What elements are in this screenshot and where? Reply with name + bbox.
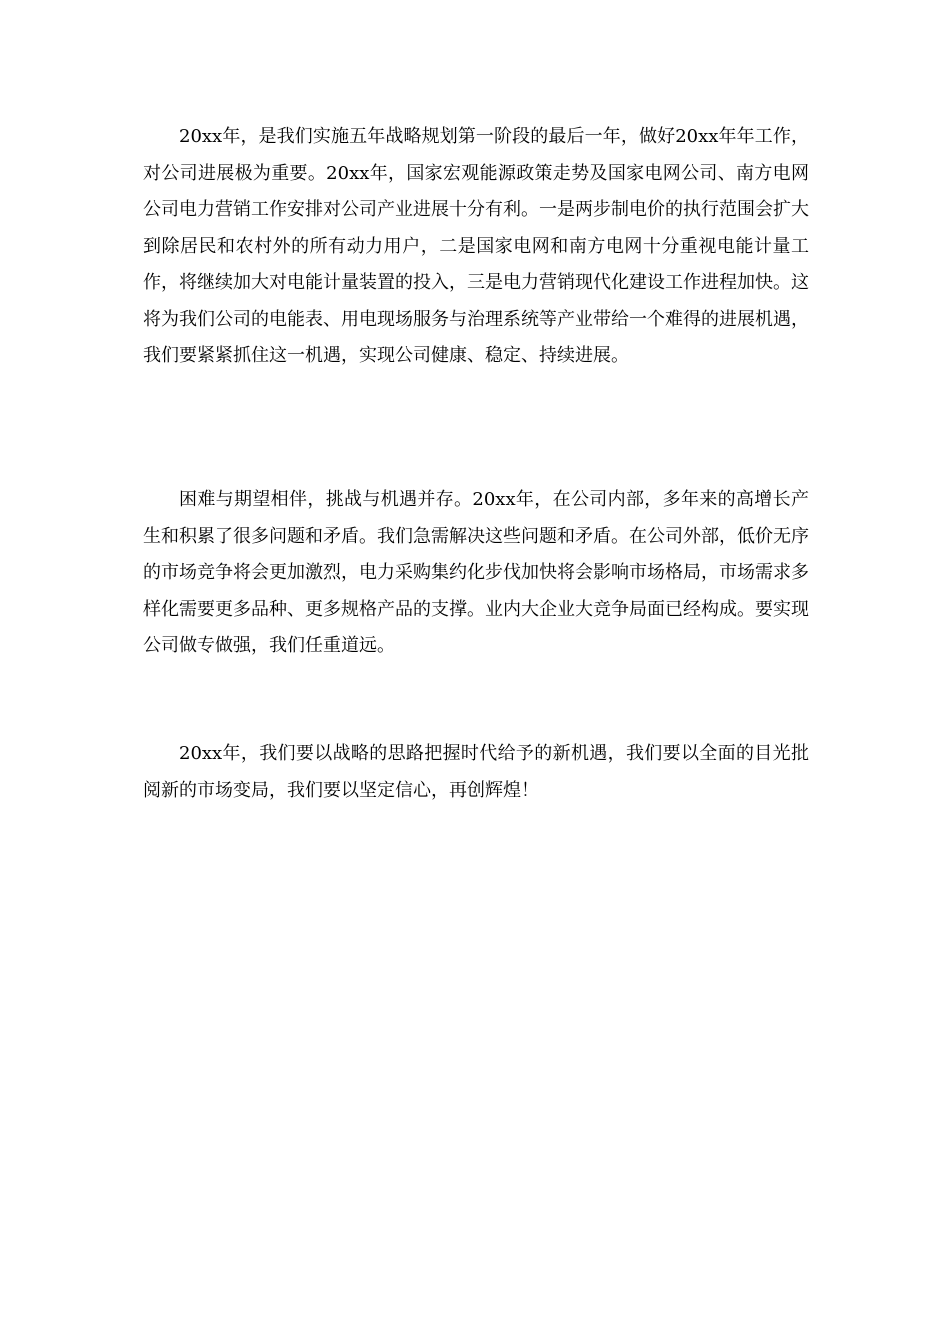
paragraph-strategy-year: 20xx年，是我们实施五年战略规划第一阶段的最后一年，做好20xx年年工作，对公司进展极为重要。20xx年，国家宏观能源政策走势及国家电网公司、南方电网公司电力营销工作安排对公司产业进展十分有利。一是两步制电价的执行范围会扩大到除居民和农村外的所有动力用户，二是国家电网和南方电网十分重视电能计量工作，将继续加大对电能计量装置的投入，三是电力营销现代化建设工作进程加快。这将为我们公司的电能表、用电现场服务与治理系统等产业带给一个难得的进展机遇，我们要紧紧抓住这一机遇，实现公司健康、稳定、持续进展。 <box>143 126 809 366</box>
paragraph-challenges: 困难与期望相伴，挑战与机遇并存。20xx年，在公司内部，多年来的高增长产生和积累了很多问题和矛盾。我们急需解决这些问题和矛盾。在公司外部，低价无序的市场竞争将会更加激烈，电力采购集约化步伐加快将会影响市场格局，市场需求多样化需要更多品种、更多规格产品的支撑。业内大企业大竞争局面已经构成。要实现公司做专做强，我们任重道远。 <box>143 489 809 656</box>
paragraph-conclusion: 20xx年，我们要以战略的思路把握时代给予的新机遇，我们要以全面的目光批阅新的市场变局，我们要以坚定信心，再创辉煌！ <box>143 743 809 801</box>
